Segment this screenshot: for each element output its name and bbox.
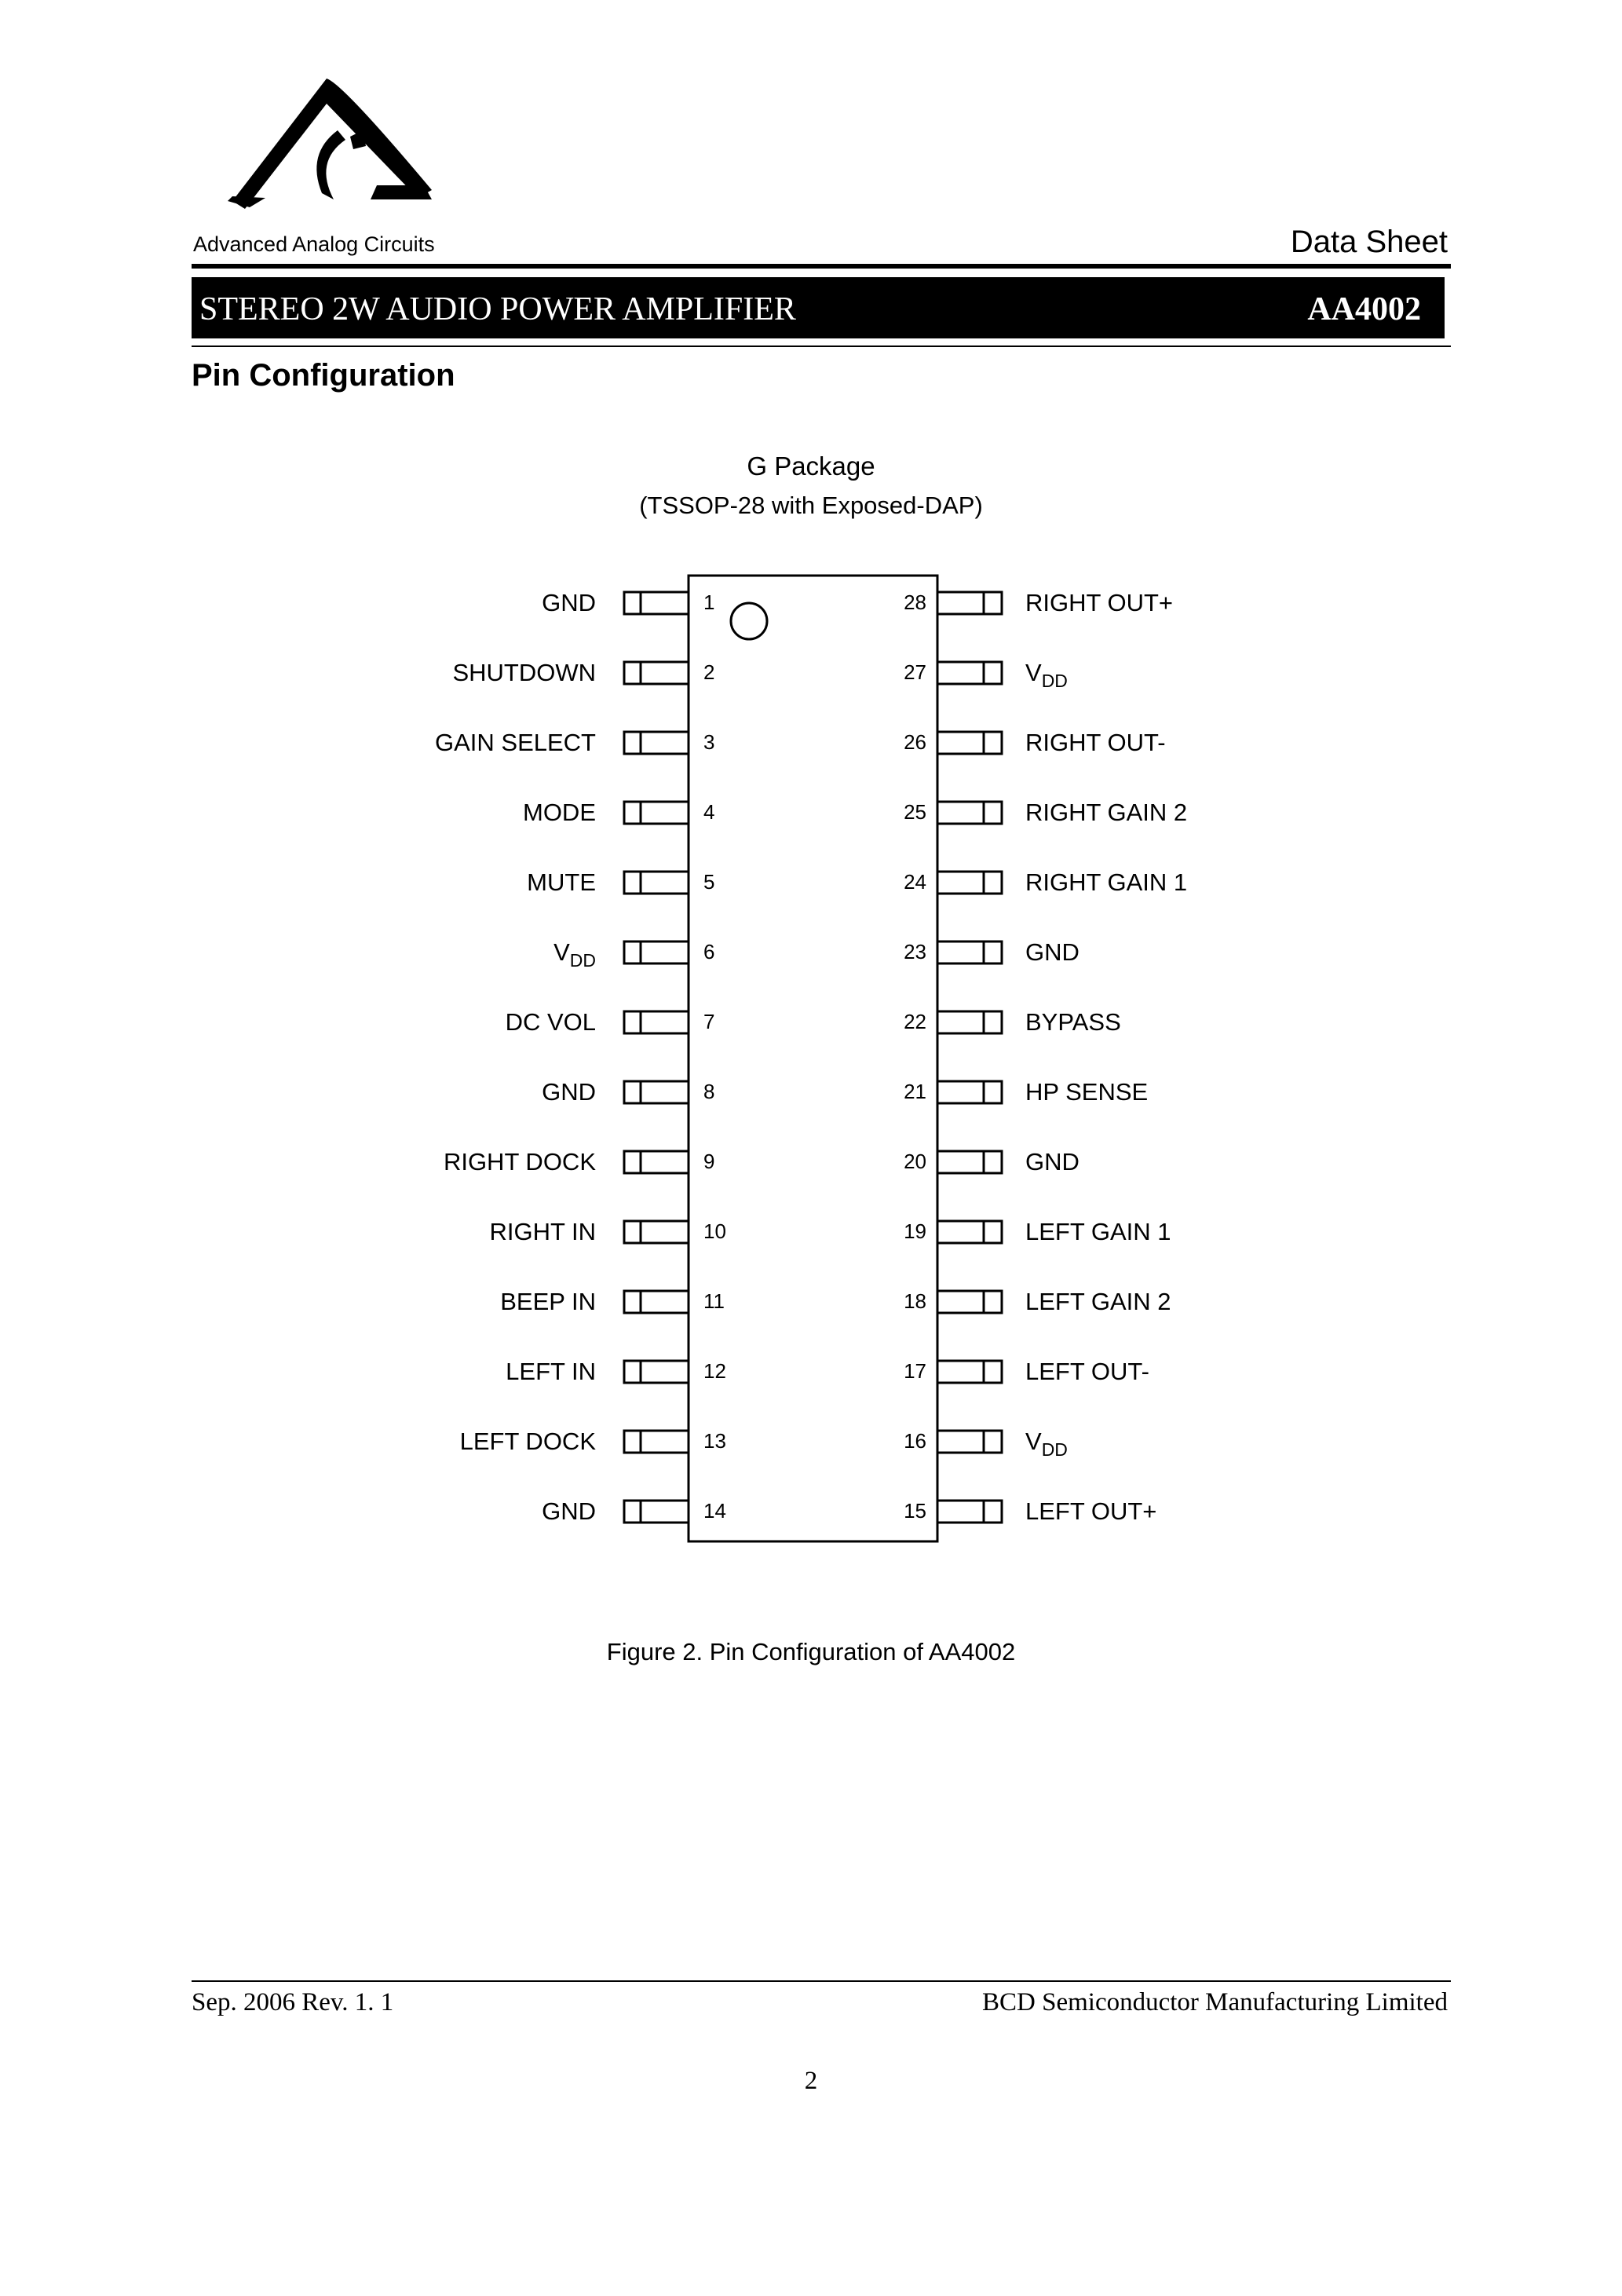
pin-name: LEFT IN xyxy=(506,1358,596,1385)
page-number: 2 xyxy=(804,2067,818,2095)
pin-label xyxy=(1025,1219,1171,1244)
left-pin-12 xyxy=(624,1361,689,1383)
pin-label xyxy=(460,1429,596,1453)
pin-name: RIGHT GAIN 2 xyxy=(1025,799,1188,826)
pin-number: 28 xyxy=(904,590,926,614)
pin-number: 15 xyxy=(904,1499,926,1523)
right-pin-4 xyxy=(937,802,1002,824)
pin-number: 7 xyxy=(703,1010,715,1033)
pin-number: 22 xyxy=(904,1010,926,1033)
right-pin-6 xyxy=(937,941,1002,963)
right-pin-3 xyxy=(937,732,1002,754)
pin-label xyxy=(542,590,596,615)
pin-label xyxy=(452,660,596,685)
pin-label xyxy=(444,1150,596,1174)
right-pin-14 xyxy=(937,1501,1002,1523)
right-pin-12 xyxy=(937,1361,1002,1383)
pin-number: 12 xyxy=(703,1359,726,1383)
pin-label xyxy=(1025,870,1187,894)
pin-name: RIGHT OUT+ xyxy=(1025,589,1174,616)
pin-label xyxy=(1025,1359,1149,1384)
pin-label xyxy=(527,870,596,894)
section-heading: Pin Configuration xyxy=(192,358,455,393)
pin-number: 11 xyxy=(703,1289,725,1313)
left-pin-13 xyxy=(624,1431,689,1453)
pin-label xyxy=(1025,940,1080,964)
footer-rule xyxy=(192,1980,1451,1982)
pin-name: MODE xyxy=(523,799,596,826)
pin-name: LEFT OUT- xyxy=(1025,1358,1149,1385)
pin-label xyxy=(490,1219,597,1244)
right-pin-9 xyxy=(937,1151,1002,1173)
right-pin-11 xyxy=(937,1291,1002,1313)
left-pin-8 xyxy=(624,1081,689,1103)
pin-name: LEFT OUT+ xyxy=(1025,1497,1157,1525)
pin-name: DC VOL xyxy=(505,1008,596,1036)
left-pin-3 xyxy=(624,732,689,754)
doc-type-label: Data Sheet xyxy=(1290,225,1448,259)
left-pin-10 xyxy=(624,1221,689,1243)
pin-number: 20 xyxy=(904,1150,926,1173)
pin-name: HP SENSE xyxy=(1025,1078,1149,1106)
left-pin-11 xyxy=(624,1291,689,1313)
right-pin-2 xyxy=(937,662,1002,684)
footer-company: BCD Semiconductor Manufacturing Limited xyxy=(982,1988,1448,2016)
pin-label xyxy=(506,1010,596,1034)
pin-label xyxy=(523,800,596,824)
pin-name: LEFT DOCK xyxy=(459,1428,596,1455)
pin-name: V xyxy=(1025,1428,1042,1455)
pin-label xyxy=(1025,1080,1148,1104)
pin-label xyxy=(1025,590,1173,615)
pin-label xyxy=(553,938,596,971)
pin-name: GAIN SELECT xyxy=(435,729,596,756)
pin-label xyxy=(1025,659,1068,691)
pin-name: LEFT GAIN 1 xyxy=(1025,1218,1171,1245)
pin-name: SHUTDOWN xyxy=(452,659,596,686)
pin-number: 9 xyxy=(703,1150,715,1173)
logo-text: Advanced Analog Circuits xyxy=(193,232,435,256)
pin-name: RIGHT IN xyxy=(489,1218,596,1245)
footer-date-revision: Sep. 2006 Rev. 1. 1 xyxy=(192,1988,394,2016)
pin-name: GND xyxy=(542,1078,596,1106)
pin-label xyxy=(1025,1428,1068,1460)
pin-label xyxy=(435,730,596,755)
package-name: G Package xyxy=(747,452,875,481)
pin-name: GND xyxy=(1025,1148,1080,1175)
pin-label xyxy=(506,1359,596,1384)
pin-label xyxy=(1025,1289,1171,1314)
pin-number: 10 xyxy=(703,1219,726,1243)
figure-caption: Figure 2. Pin Configuration of AA4002 xyxy=(606,1638,1016,1665)
pin-number: 23 xyxy=(904,940,926,963)
right-pin-7 xyxy=(937,1011,1002,1033)
pin-number: 8 xyxy=(703,1080,715,1103)
part-number: AA4002 xyxy=(1307,291,1421,327)
right-pin-5 xyxy=(937,872,1002,894)
pin-name: BEEP IN xyxy=(500,1288,596,1315)
pin-number: 5 xyxy=(703,870,715,894)
pin1-marker xyxy=(731,603,767,639)
right-pin-10 xyxy=(937,1221,1002,1243)
pin-number: 6 xyxy=(703,940,715,963)
left-pin-2 xyxy=(624,662,689,684)
pin-label xyxy=(542,1499,596,1523)
pin-number: 25 xyxy=(904,800,926,824)
pin-name: RIGHT OUT- xyxy=(1025,729,1166,756)
document-title: STEREO 2W AUDIO POWER AMPLIFIER xyxy=(199,291,796,327)
pin-name-subscript: DD xyxy=(1041,671,1068,691)
pin-label xyxy=(1025,1150,1080,1174)
pin-label xyxy=(1025,1010,1121,1034)
pin-name: RIGHT GAIN 1 xyxy=(1025,868,1188,896)
pin-name-subscript: DD xyxy=(1041,1439,1068,1460)
pin-number: 18 xyxy=(904,1289,926,1313)
pin-label xyxy=(542,1080,596,1104)
pin-number: 2 xyxy=(703,660,715,684)
pin-name: GND xyxy=(1025,938,1080,966)
left-pin-1 xyxy=(624,592,689,614)
pin-name: GND xyxy=(542,589,596,616)
pin-label xyxy=(1025,730,1166,755)
right-pin-8 xyxy=(937,1081,1002,1103)
pin-number: 27 xyxy=(904,660,926,684)
pin-number: 17 xyxy=(904,1359,926,1383)
pin-label xyxy=(1025,1499,1156,1523)
pin-number: 13 xyxy=(703,1429,726,1453)
pin-label xyxy=(500,1289,596,1314)
pin-number: 4 xyxy=(703,800,715,824)
pin-name: BYPASS xyxy=(1025,1008,1121,1036)
pin-number: 24 xyxy=(904,870,926,894)
pin-label xyxy=(1025,800,1187,824)
pin-number: 1 xyxy=(703,590,715,614)
pin-name: GND xyxy=(542,1497,596,1525)
pin-name: RIGHT DOCK xyxy=(443,1148,596,1175)
pin-name: LEFT GAIN 2 xyxy=(1025,1288,1171,1315)
pin-number: 3 xyxy=(703,730,715,754)
pin-name: V xyxy=(553,938,570,966)
left-pin-7 xyxy=(624,1011,689,1033)
left-pin-6 xyxy=(624,941,689,963)
left-pin-5 xyxy=(624,872,689,894)
package-description: (TSSOP-28 with Exposed-DAP) xyxy=(639,492,983,519)
pin-name: V xyxy=(1025,659,1042,686)
pin-number: 19 xyxy=(904,1219,926,1243)
right-pin-1 xyxy=(937,592,1002,614)
left-pin-14 xyxy=(624,1501,689,1523)
pin-name: MUTE xyxy=(527,868,596,896)
left-pin-4 xyxy=(624,802,689,824)
right-pin-13 xyxy=(937,1431,1002,1453)
pin-number: 26 xyxy=(904,730,926,754)
left-pin-9 xyxy=(624,1151,689,1173)
pin-number: 14 xyxy=(703,1499,726,1523)
pin-number: 16 xyxy=(904,1429,926,1453)
pin-name-subscript: DD xyxy=(569,950,596,971)
pin-number: 21 xyxy=(904,1080,926,1103)
chip-body xyxy=(689,576,937,1541)
